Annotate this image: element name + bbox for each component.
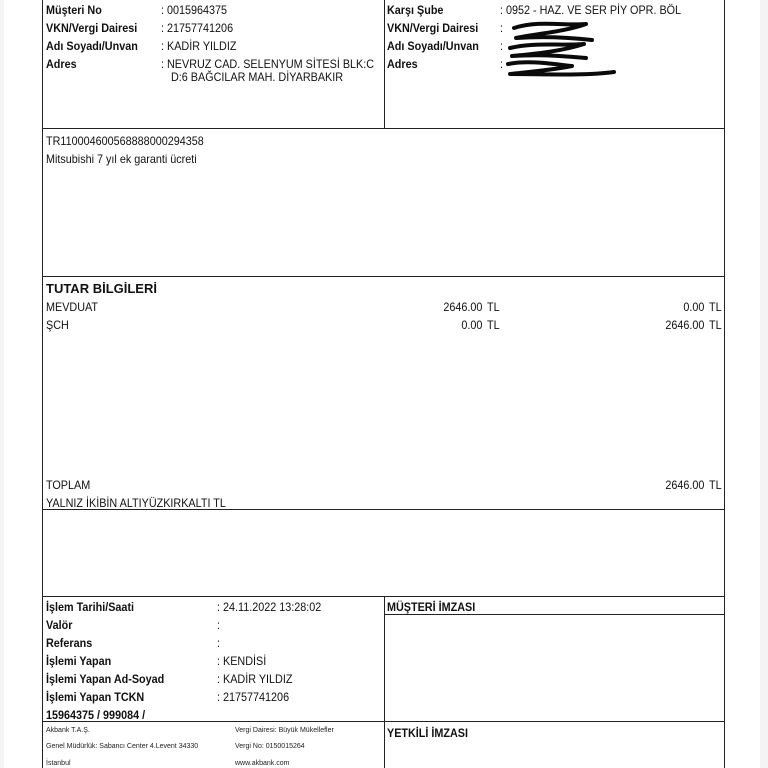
- iban-text: TR110004600568888000294358: [46, 134, 204, 148]
- customer-number-value: : 0015964375: [161, 3, 228, 17]
- customer-address-line2: D:6 BAĞCILAR MAH. DİYARBAKIR: [171, 70, 344, 84]
- footer-tax-number: Vergi No: 0150015264: [235, 743, 305, 750]
- performer-label: İşlemi Yapan: [46, 654, 112, 668]
- line-signature-header: [384, 614, 725, 615]
- transaction-date-label: İşlem Tarihi/Saati: [46, 600, 135, 614]
- counter-vkn-value: :: [500, 21, 504, 35]
- signature-divider: [384, 597, 385, 768]
- amount-in-words: YALNIZ İKİBİN ALTIYÜZKIRKALTI TL: [46, 496, 226, 510]
- total-label: TOPLAM: [46, 478, 91, 492]
- top-divider: [384, 0, 385, 129]
- line-description-bottom: [42, 276, 725, 277]
- receipt-sheet: [4, 0, 760, 768]
- amount-row-label: MEVDUAT: [46, 300, 99, 314]
- reference-value: :: [217, 636, 221, 650]
- amount-row-currency1: TL: [487, 318, 500, 332]
- authorized-signature-heading: YETKİLİ İMZASI: [387, 726, 468, 740]
- performer-name-label: İşlemi Yapan Ad-Soyad: [46, 672, 165, 686]
- line-blank-bottom: [42, 596, 725, 597]
- amount-row-currency2: TL: [709, 318, 722, 332]
- amount-row-value1: 0.00: [460, 318, 482, 332]
- customer-vkn-label: VKN/Vergi Dairesi: [46, 21, 138, 35]
- footer-headquarters: Genel Müdürlük: Sabancı Center 4.Levent 34330: [46, 743, 199, 750]
- performer-tckn-value: : 21757741206: [217, 690, 290, 704]
- amount-row-currency2: TL: [709, 300, 722, 314]
- amount-row-value2: 2646.00: [664, 318, 704, 332]
- footer-city: İstanbul: [46, 760, 71, 767]
- redaction-scribble: [504, 16, 619, 80]
- customer-name-value: : KADİR YILDIZ: [161, 39, 237, 53]
- reference-label: Referans: [46, 636, 93, 650]
- counter-address-value: :: [500, 57, 504, 71]
- counter-branch-label: Karşı Şube: [387, 3, 444, 17]
- counter-name-value: :: [500, 39, 504, 53]
- performer-name-value: : KADİR YILDIZ: [217, 672, 293, 686]
- amount-row-value2: 0.00: [682, 300, 704, 314]
- performer-tckn-label: İşlemi Yapan TCKN: [46, 690, 145, 704]
- customer-signature-heading: MÜŞTERİ İMZASI: [387, 600, 476, 614]
- footer-tax-office: Vergi Dairesi: Büyük Mükellefler: [235, 727, 334, 734]
- footer-company: Akbank T.A.Ş.: [46, 727, 90, 734]
- valor-value: :: [217, 618, 221, 632]
- customer-address-label: Adres: [46, 57, 77, 71]
- counter-branch-value: : 0952 - HAZ. VE SER PİY OPR. BÖL: [500, 3, 682, 17]
- total-value: 2646.00: [664, 478, 704, 492]
- customer-vkn-value: : 21757741206: [161, 21, 234, 35]
- transaction-date-value: : 24.11.2022 13:28:02: [217, 600, 322, 614]
- amount-row-value1: 2646.00: [442, 300, 482, 314]
- counter-name-label: Adı Soyadı/Unvan: [387, 39, 479, 53]
- line-header-bottom: [42, 128, 725, 129]
- amounts-heading: TUTAR BİLGİLERİ: [46, 281, 157, 296]
- amount-row-label: ŞCH: [46, 318, 69, 332]
- counter-vkn-label: VKN/Vergi Dairesi: [387, 21, 479, 35]
- valor-label: Valör: [46, 618, 73, 632]
- customer-number-label: Müşteri No: [46, 3, 102, 17]
- counter-address-label: Adres: [387, 57, 418, 71]
- description-text: Mitsubishi 7 yıl ek garanti ücreti: [46, 152, 197, 166]
- left-border: [42, 0, 43, 768]
- amount-row-currency1: TL: [487, 300, 500, 314]
- right-border: [724, 0, 725, 768]
- customer-address-line1: : NEVRUZ CAD. SELENYUM SİTESİ BLK:C: [161, 57, 375, 71]
- total-currency: TL: [709, 478, 722, 492]
- footer-website[interactable]: www.akbank.com: [235, 760, 290, 767]
- performer-value: : KENDİSİ: [217, 654, 267, 668]
- transaction-code: 15964375 / 999084 /: [46, 708, 146, 722]
- customer-name-label: Adı Soyadı/Unvan: [46, 39, 138, 53]
